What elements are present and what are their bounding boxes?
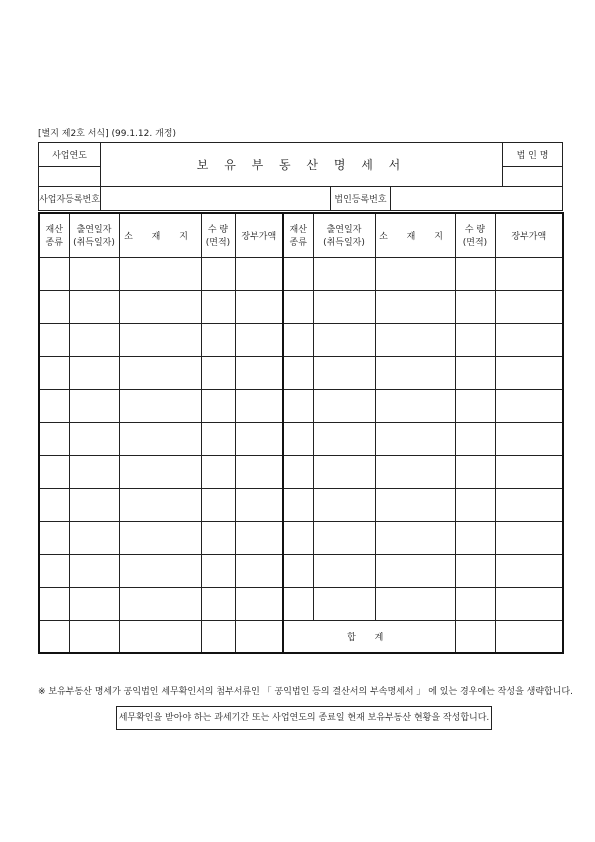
table-cell[interactable] xyxy=(283,257,313,290)
table-row xyxy=(39,455,563,488)
header-table xyxy=(38,142,563,187)
table-cell[interactable] xyxy=(235,356,283,389)
table-row xyxy=(39,422,563,455)
table-cell[interactable] xyxy=(235,554,283,587)
table-cell[interactable] xyxy=(119,554,201,587)
table-cell[interactable] xyxy=(39,389,69,422)
table-cell[interactable] xyxy=(495,554,563,587)
table-cell[interactable] xyxy=(313,521,375,554)
form-number-label: [별지 제2호 서식] (99.1.12. 개정) xyxy=(38,129,176,139)
table-cell[interactable] xyxy=(235,488,283,521)
total-value-cell[interactable] xyxy=(495,620,563,653)
table-cell[interactable] xyxy=(69,587,119,620)
corp-reg-label: 법인등록번호 xyxy=(331,187,391,211)
table-cell[interactable] xyxy=(375,488,455,521)
table-cell[interactable] xyxy=(495,455,563,488)
biz-reg-field[interactable] xyxy=(101,187,331,211)
table-cell[interactable] xyxy=(39,290,69,323)
table-cell[interactable] xyxy=(39,521,69,554)
col-asset-type-2-line2: 종류 xyxy=(289,238,307,249)
table-cell[interactable] xyxy=(375,290,455,323)
table-cell[interactable] xyxy=(455,455,495,488)
table-cell[interactable] xyxy=(119,620,201,653)
table-cell[interactable] xyxy=(313,356,375,389)
table-cell[interactable] xyxy=(201,521,235,554)
table-cell[interactable] xyxy=(201,554,235,587)
table-cell[interactable] xyxy=(69,455,119,488)
table-cell[interactable] xyxy=(201,620,235,653)
table-cell[interactable] xyxy=(283,356,313,389)
table-cell[interactable] xyxy=(455,290,495,323)
table-cell[interactable] xyxy=(455,554,495,587)
table-cell[interactable] xyxy=(375,389,455,422)
table-cell[interactable] xyxy=(455,389,495,422)
col-book-value-2: 장부가액 xyxy=(495,213,563,257)
table-cell[interactable] xyxy=(375,323,455,356)
table-cell[interactable] xyxy=(283,290,313,323)
table-cell[interactable] xyxy=(39,554,69,587)
table-cell[interactable] xyxy=(69,488,119,521)
table-cell[interactable] xyxy=(455,587,495,620)
col-quantity-2 xyxy=(455,213,495,257)
table-cell[interactable] xyxy=(69,521,119,554)
table-cell[interactable] xyxy=(455,620,495,653)
col-quantity-2-line2: (면적) xyxy=(462,238,488,249)
corp-name-field[interactable] xyxy=(503,167,563,187)
table-cell[interactable] xyxy=(119,455,201,488)
table-cell[interactable] xyxy=(313,422,375,455)
table-cell[interactable] xyxy=(119,323,201,356)
table-cell[interactable] xyxy=(495,290,563,323)
table-cell[interactable] xyxy=(69,290,119,323)
table-cell[interactable] xyxy=(283,587,313,620)
table-cell[interactable] xyxy=(495,587,563,620)
col-date-2-line1: 출연일자 xyxy=(326,225,362,236)
col-asset-type-2-line1: 재산 xyxy=(289,225,307,236)
table-cell[interactable] xyxy=(69,422,119,455)
col-date-2 xyxy=(313,213,375,257)
col-book-value: 장부가액 xyxy=(235,213,283,257)
business-year-field[interactable] xyxy=(39,167,101,187)
total-label: 합 계 xyxy=(283,620,455,653)
table-cell[interactable] xyxy=(495,422,563,455)
table-cell[interactable] xyxy=(201,257,235,290)
footnote: ※ 보유부동산 명세가 공익법인 세무확인서의 첨부서류인 「 공익법인 등의 결산서의 부속명세서 」 에 있는 경우에는 작성을 생략합니다. xyxy=(38,687,573,697)
table-row xyxy=(39,389,563,422)
table-cell[interactable] xyxy=(495,257,563,290)
col-quantity-2-line1: 수 량 xyxy=(464,225,486,236)
table-cell[interactable] xyxy=(39,422,69,455)
table-cell[interactable] xyxy=(495,356,563,389)
table-cell[interactable] xyxy=(375,455,455,488)
table-cell[interactable] xyxy=(39,323,69,356)
table-cell[interactable] xyxy=(235,620,283,653)
table-cell[interactable] xyxy=(495,323,563,356)
col-date-2-line2: (취득일자) xyxy=(323,238,365,249)
table-cell[interactable] xyxy=(119,290,201,323)
table-cell[interactable] xyxy=(235,521,283,554)
table-cell[interactable] xyxy=(313,389,375,422)
col-asset-type-line1: 재산 xyxy=(45,225,63,236)
table-cell[interactable] xyxy=(119,356,201,389)
table-cell[interactable] xyxy=(375,554,455,587)
table-cell[interactable] xyxy=(455,521,495,554)
table-cell[interactable] xyxy=(39,488,69,521)
table-cell[interactable] xyxy=(235,257,283,290)
table-cell[interactable] xyxy=(455,323,495,356)
table-cell[interactable] xyxy=(69,356,119,389)
table-cell[interactable] xyxy=(455,422,495,455)
table-cell[interactable] xyxy=(119,257,201,290)
table-cell[interactable] xyxy=(119,488,201,521)
table-cell[interactable] xyxy=(495,488,563,521)
table-cell[interactable] xyxy=(283,521,313,554)
table-cell[interactable] xyxy=(313,587,375,620)
table-cell[interactable] xyxy=(69,389,119,422)
biz-reg-label: 사업자등록번호 xyxy=(39,187,101,211)
table-cell[interactable] xyxy=(69,257,119,290)
table-cell[interactable] xyxy=(201,290,235,323)
table-cell[interactable] xyxy=(375,356,455,389)
col-quantity-line1: 수 량 xyxy=(207,225,229,236)
table-cell[interactable] xyxy=(495,389,563,422)
col-date-line1: 출연일자 xyxy=(76,225,112,236)
table-cell[interactable] xyxy=(201,455,235,488)
document-title: 보 유 부 동 산 명 세 서 xyxy=(101,143,503,187)
table-cell[interactable] xyxy=(313,455,375,488)
table-cell[interactable] xyxy=(39,257,69,290)
table-cell[interactable] xyxy=(283,389,313,422)
table-cell[interactable] xyxy=(495,521,563,554)
table-cell[interactable] xyxy=(313,290,375,323)
col-date xyxy=(69,213,119,257)
table-row xyxy=(39,356,563,389)
table-cell[interactable] xyxy=(235,323,283,356)
col-location-2: 소 재 지 xyxy=(375,213,455,257)
table-cell[interactable] xyxy=(39,356,69,389)
table-cell[interactable] xyxy=(201,356,235,389)
table-cell[interactable] xyxy=(375,521,455,554)
total-row xyxy=(39,620,563,653)
table-row xyxy=(39,290,563,323)
table-cell[interactable] xyxy=(313,488,375,521)
property-table xyxy=(38,212,564,654)
table-row xyxy=(39,587,563,620)
col-quantity-line2: (면적) xyxy=(205,238,231,249)
table-cell[interactable] xyxy=(119,422,201,455)
table-cell[interactable] xyxy=(235,290,283,323)
table-cell[interactable] xyxy=(283,554,313,587)
table-row xyxy=(39,323,563,356)
table-cell[interactable] xyxy=(235,587,283,620)
table-cell[interactable] xyxy=(283,422,313,455)
table-row xyxy=(39,488,563,521)
table-cell[interactable] xyxy=(313,323,375,356)
table-cell[interactable] xyxy=(283,488,313,521)
table-cell[interactable] xyxy=(375,587,455,620)
table-cell[interactable] xyxy=(39,587,69,620)
col-date-line2: (취득일자) xyxy=(73,238,115,249)
table-cell[interactable] xyxy=(201,488,235,521)
table-cell[interactable] xyxy=(201,389,235,422)
table-row xyxy=(39,257,563,290)
instruction-box: 세무확인을 받아야 하는 과세기간 또는 사업연도의 종료일 현재 보유부동산 현황을 작성합니다. xyxy=(116,706,492,730)
table-row xyxy=(39,554,563,587)
col-location: 소 재 지 xyxy=(119,213,201,257)
table-cell[interactable] xyxy=(283,323,313,356)
table-cell[interactable] xyxy=(119,587,201,620)
table-cell[interactable] xyxy=(235,455,283,488)
table-cell[interactable] xyxy=(455,356,495,389)
column-header-row xyxy=(39,213,563,257)
col-quantity xyxy=(201,213,235,257)
table-cell[interactable] xyxy=(283,455,313,488)
table-cell[interactable] xyxy=(455,257,495,290)
table-cell[interactable] xyxy=(69,620,119,653)
corp-reg-field[interactable] xyxy=(391,187,563,211)
table-cell[interactable] xyxy=(201,422,235,455)
table-cell[interactable] xyxy=(69,554,119,587)
table-cell[interactable] xyxy=(375,422,455,455)
table-cell[interactable] xyxy=(119,521,201,554)
table-cell[interactable] xyxy=(119,389,201,422)
table-cell[interactable] xyxy=(201,587,235,620)
table-cell[interactable] xyxy=(375,257,455,290)
table-cell[interactable] xyxy=(39,455,69,488)
business-year-label: 사업연도 xyxy=(39,143,101,167)
table-cell[interactable] xyxy=(201,323,235,356)
col-asset-type xyxy=(39,213,69,257)
col-asset-type-line2: 종류 xyxy=(45,238,63,249)
corp-name-label: 법 인 명 xyxy=(503,143,563,167)
table-cell[interactable] xyxy=(235,389,283,422)
table-cell[interactable] xyxy=(313,554,375,587)
table-row xyxy=(39,521,563,554)
table-cell[interactable] xyxy=(69,323,119,356)
table-cell[interactable] xyxy=(39,620,69,653)
table-cell[interactable] xyxy=(235,422,283,455)
table-cell[interactable] xyxy=(455,488,495,521)
col-asset-type-2 xyxy=(283,213,313,257)
table-cell[interactable] xyxy=(313,257,375,290)
registration-table xyxy=(38,186,563,211)
